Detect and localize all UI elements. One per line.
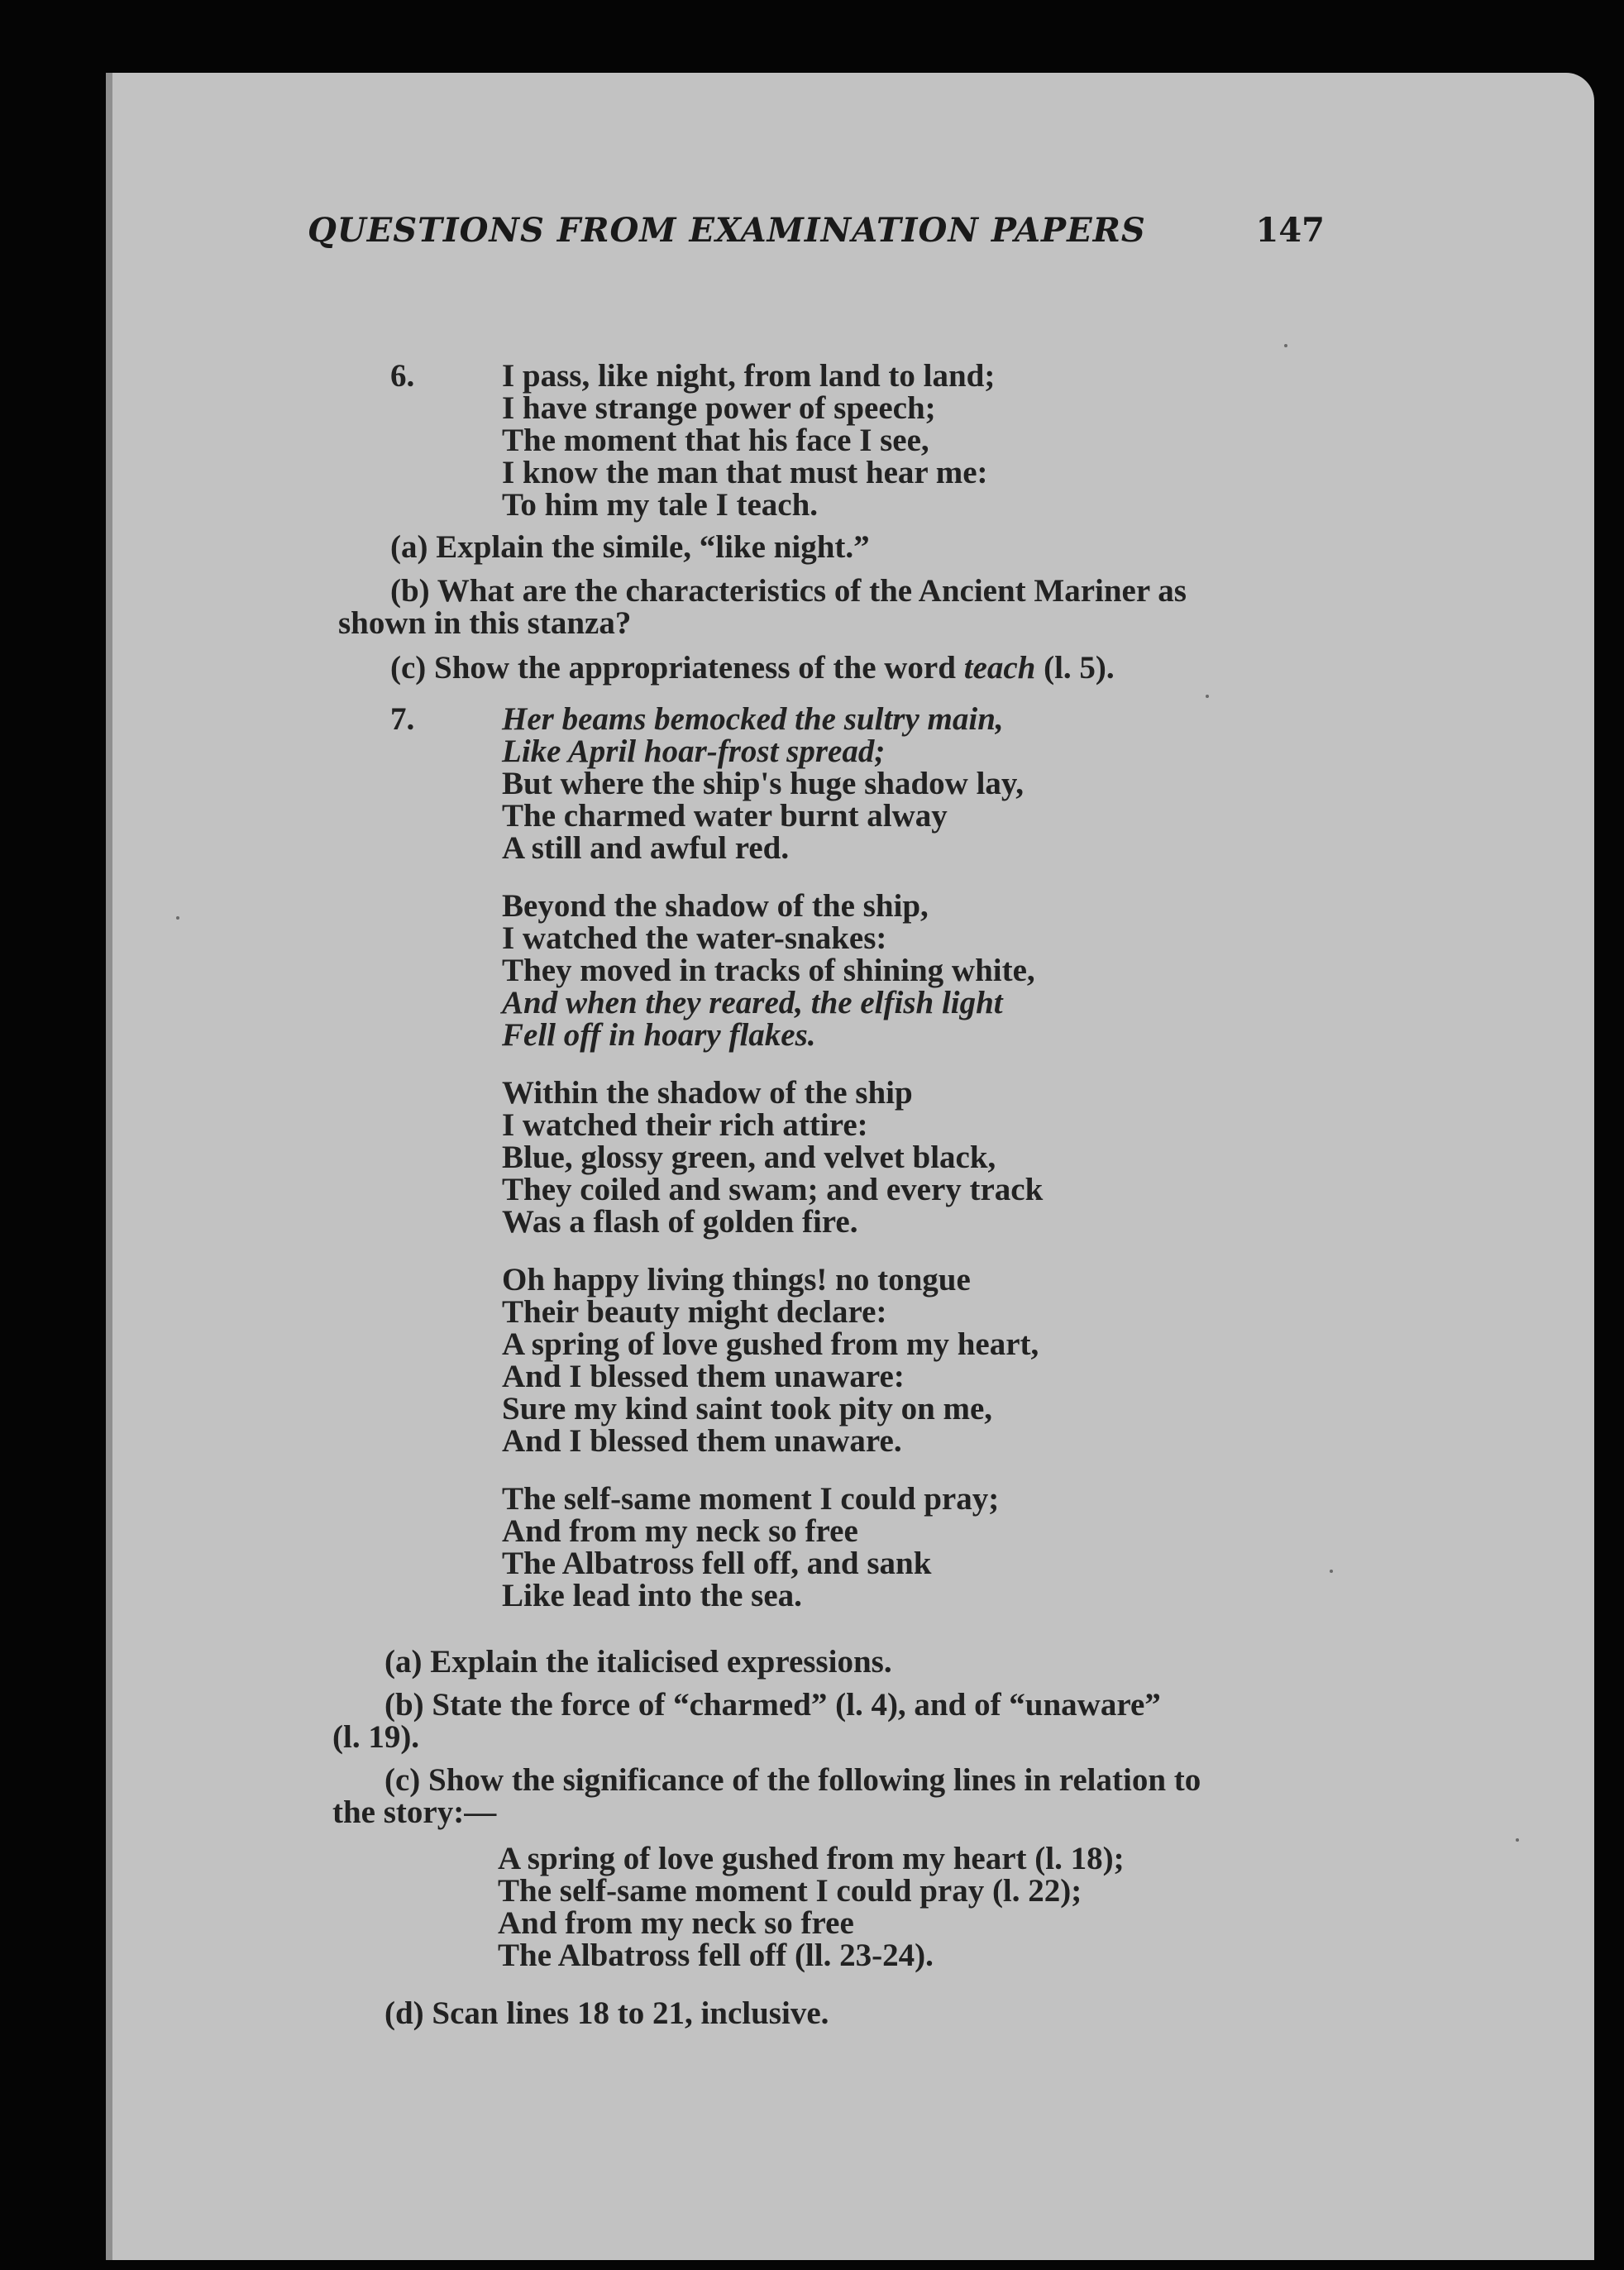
q6-part-b-line1: (b) What are the characteristics of the Ancient Mariner as xyxy=(390,573,1187,609)
poem-line: And I blessed them unaware: xyxy=(502,1359,905,1394)
q7-part-c-cont: the story:— xyxy=(332,1794,497,1830)
poem-line: Blue, glossy green, and velvet black, xyxy=(502,1140,996,1175)
question-number-6: 6. xyxy=(390,358,415,394)
q7-poem xyxy=(502,703,1043,1612)
q7-part-a: (a) Explain the italicised expressions. xyxy=(385,1644,892,1680)
poem-line: They coiled and swam; and every track xyxy=(502,1172,1044,1207)
q7-part-d: (d) Scan lines 18 to 21, inclusive. xyxy=(385,1995,829,2031)
q6-part-c-word: teach xyxy=(963,650,1036,686)
poem-line: But where the ship's huge shadow lay, xyxy=(502,766,1025,801)
poem-line: A still and awful red. xyxy=(502,830,790,866)
q6-part-a: (a) Explain the simile, “like night.” xyxy=(390,529,870,565)
poem-line: Sure my kind saint took pity on me, xyxy=(502,1391,993,1427)
speck xyxy=(1516,1838,1519,1842)
quoted-line: The Albatross fell off (ll. 23-24). xyxy=(498,1938,934,1973)
poem-line: They moved in tracks of shining white, xyxy=(502,953,1035,988)
poem-line: The self-same moment I could pray; xyxy=(502,1481,1000,1517)
poem-line: The charmed water burnt alway xyxy=(502,798,948,834)
quoted-line: The self-same moment I could pray (l. 22); xyxy=(498,1873,1082,1909)
q7-part-b: (b) State the force of “charmed” (l. 4), and of “unaware” xyxy=(385,1687,1161,1723)
poem-line: And from my neck so free xyxy=(502,1513,858,1549)
poem-line: Her beams bemocked the sultry main, xyxy=(502,701,1004,737)
poem-line: Was a flash of golden fire. xyxy=(502,1204,858,1240)
poem-line: And I blessed them unaware. xyxy=(502,1423,902,1459)
poem-line: Their beauty might declare: xyxy=(502,1294,887,1330)
poem-line: I know the man that must hear me: xyxy=(502,455,988,490)
speck xyxy=(1284,344,1287,347)
q6-part-c-pre: (c) Show the appropriateness of the word xyxy=(390,650,964,686)
poem-line: Oh happy living things! no tongue xyxy=(502,1262,971,1297)
poem-line: The Albatross fell off, and sank xyxy=(502,1546,932,1581)
poem-line: And when they reared, the elfish light xyxy=(502,985,1003,1020)
q6-part-c xyxy=(390,652,1391,684)
page-number: 147 xyxy=(1255,211,1325,250)
poem-line: The moment that his face I see, xyxy=(502,423,929,458)
poem-line: Like lead into the sea. xyxy=(502,1578,802,1613)
poem-line: Within the shadow of the ship xyxy=(502,1075,913,1111)
q7-part-c: (c) Show the significance of the following lines in relation to xyxy=(385,1762,1201,1798)
poem-line: I watched their rich attire: xyxy=(502,1107,868,1143)
page-edge xyxy=(106,73,112,2260)
speck xyxy=(1330,1570,1333,1573)
q7-quoted-lines xyxy=(498,1842,1125,1971)
poem-line: Like April hoar-frost spread; xyxy=(502,734,886,769)
q7-part-b-cont: (l. 19). xyxy=(332,1719,420,1755)
quoted-line: A spring of love gushed from my heart (l. 18); xyxy=(498,1841,1125,1876)
quoted-line: And from my neck so free xyxy=(498,1905,854,1941)
running-header xyxy=(308,211,1325,260)
header-title: QUESTIONS FROM EXAMINATION PAPERS xyxy=(308,211,1146,250)
poem-line: To him my tale I teach. xyxy=(502,487,819,523)
poem-line: A spring of love gushed from my heart, xyxy=(502,1326,1039,1362)
q6-stanza xyxy=(502,360,995,521)
poem-line: I have strange power of speech; xyxy=(502,390,936,426)
poem-line: I watched the water-snakes: xyxy=(502,920,887,956)
question-number-7: 7. xyxy=(390,701,415,737)
poem-line: Fell off in hoary flakes. xyxy=(502,1017,816,1053)
q6-part-b-cont: shown in this stanza? xyxy=(338,605,632,641)
speck xyxy=(1206,695,1209,698)
q6-part-b xyxy=(390,575,1391,607)
q6-part-c-post: (l. 5). xyxy=(1035,650,1115,686)
poem-line: I pass, like night, from land to land; xyxy=(502,358,996,394)
speck xyxy=(176,916,179,920)
poem-line: Beyond the shadow of the ship, xyxy=(502,888,929,924)
